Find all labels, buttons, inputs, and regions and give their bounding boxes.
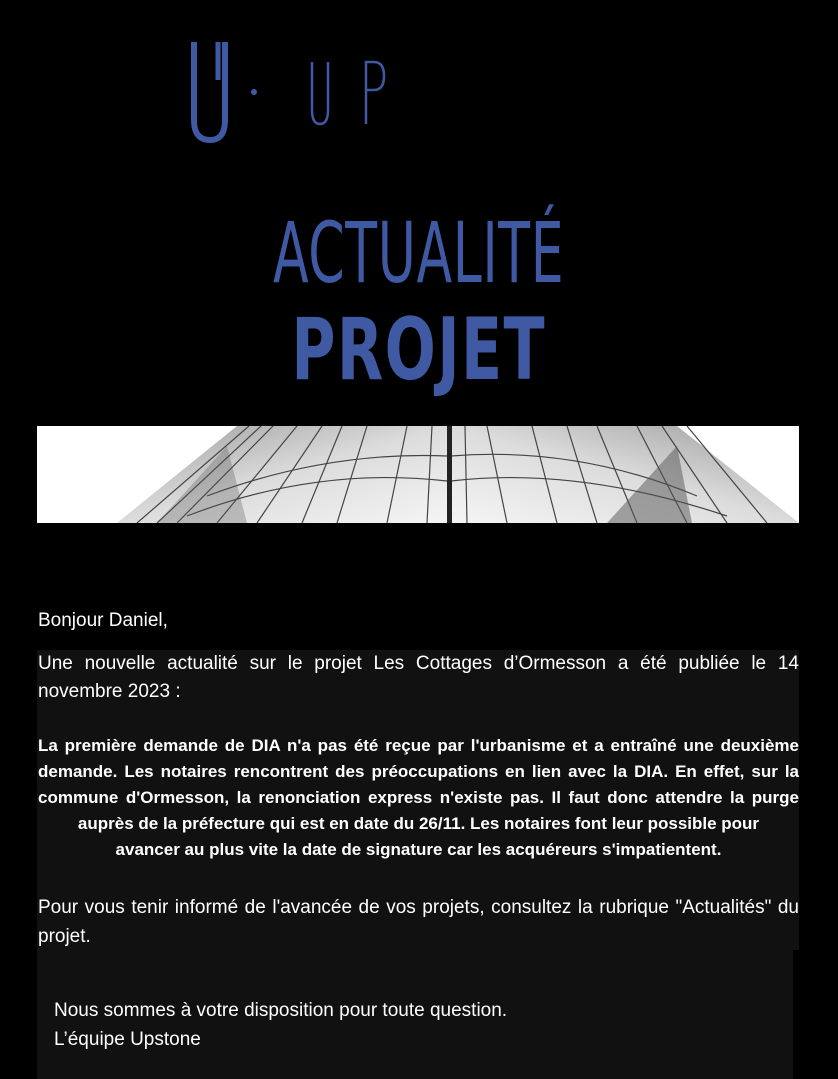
greeting-text: Bonjour Daniel, [38,610,168,631]
building-banner-image [37,426,799,523]
heading-projet: PROJET [291,300,547,400]
news-line: avancer au plus vite la date de signature car les acquéreurs s'impatientent. [115,840,722,859]
signature: L’équipe Upstone [54,1029,201,1050]
heading-actualite: ACTUALITÉ [272,204,565,302]
news-line: demande. Les notaires rencontrent des préoccupations en lien avec la DIA. En effet, sur la [38,762,799,781]
news-content [38,733,799,863]
followup-paragraph: Pour vous tenir informé de l'avancée de vos projets, consultez la rubrique "Actualités" du projet. [38,897,799,947]
news-line: auprès de la préfecture qui est en date du 26/11. Les notaires font leur possible pour [77,814,760,833]
intro-paragraph: Une nouvelle actualité sur le projet Les Cottages d’Ormesson a été publiée le 14 novembre 2023 : [38,653,799,702]
closing-block [54,996,507,1054]
news-line: commune d'Ormesson, la renonciation express n'existe pas. Il faut donc attendre la purge [38,788,799,807]
closing-line: Nous sommes à votre disposition pour toute question. [54,1000,508,1021]
upstone-logo [188,40,398,150]
news-line: La première demande de DIA n'a pas été reçue par l'urbanisme et a entraîné une deuxième [38,736,799,755]
logo-mark [188,40,398,150]
